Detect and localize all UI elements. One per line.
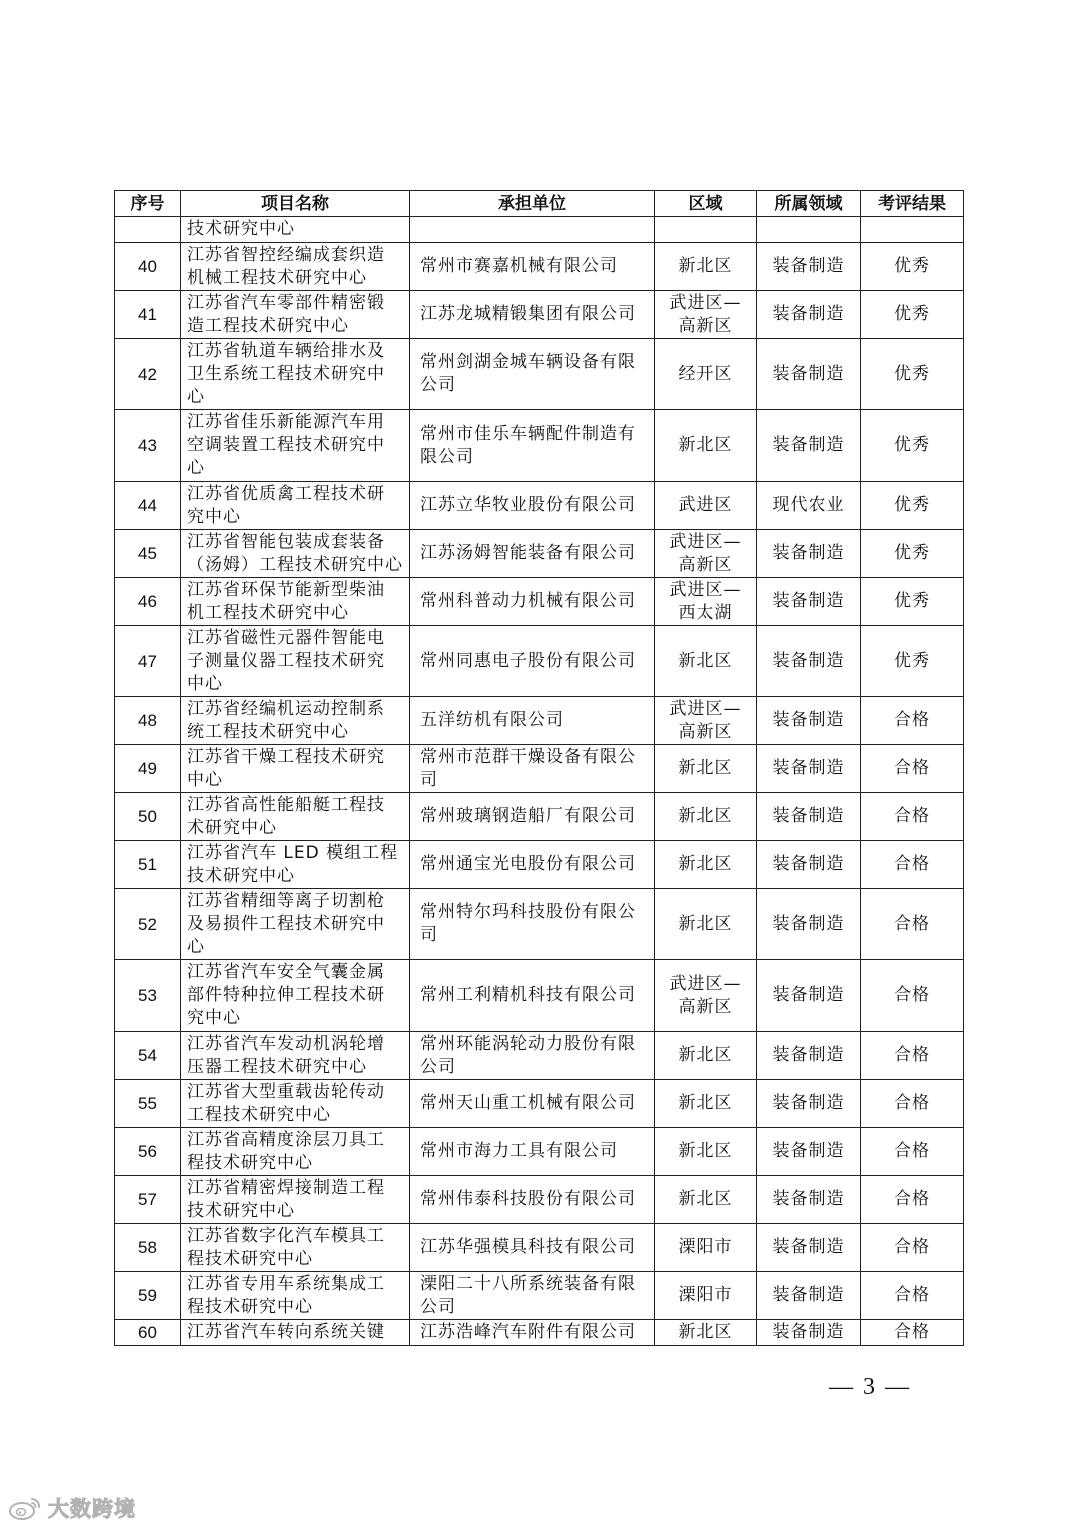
region-cell <box>655 626 757 697</box>
evaluation-result-cell: 优秀 <box>861 530 964 578</box>
undertaking-unit-line: 常州剑湖金城车辆设备有限 <box>420 352 636 372</box>
field-cell: 现代农业 <box>757 482 861 530</box>
region-line: 武进区— <box>669 973 742 994</box>
project-name-line: 江苏省干燥工程技术研究 <box>187 746 385 767</box>
undertaking-unit-line: 限公司 <box>420 446 474 467</box>
undertaking-unit-cell <box>410 530 655 578</box>
region-cell <box>655 578 757 626</box>
region-cell <box>655 410 757 482</box>
project-name-line: 究中心 <box>187 1008 241 1028</box>
region-cell <box>655 960 757 1032</box>
undertaking-unit-cell <box>410 1320 655 1346</box>
table-row <box>115 243 964 291</box>
project-name-line: 程技术研究中心 <box>187 1296 313 1317</box>
undertaking-unit-line: 江苏浩峰汽车附件有限公司 <box>420 1322 636 1342</box>
undertaking-unit-line: 江苏龙城精锻集团有限公司 <box>420 304 636 324</box>
table-row <box>115 626 964 697</box>
serial-number-cell: 43 <box>115 410 181 482</box>
project-name-line: 江苏省汽车发动机涡轮增 <box>187 1033 385 1054</box>
evaluation-result-cell: 合格 <box>861 960 964 1032</box>
project-name-cell <box>181 243 410 291</box>
project-name-cell <box>181 410 410 482</box>
region-line: 新北区 <box>678 435 733 455</box>
table-row <box>115 889 964 960</box>
region-cell <box>655 1080 757 1128</box>
serial-number-cell: 52 <box>115 889 181 960</box>
project-name-line: 江苏省精细等离子切割枪 <box>187 890 385 911</box>
field-cell: 装备制造 <box>757 530 861 578</box>
region-line: 溧阳市 <box>678 1285 733 1305</box>
region-line: 高新区 <box>678 315 733 336</box>
region-cell <box>655 243 757 291</box>
evaluation-result-cell: 优秀 <box>861 578 964 626</box>
evaluation-result-cell: 合格 <box>861 1176 964 1224</box>
undertaking-unit-cell <box>410 410 655 482</box>
undertaking-unit-line: 五洋纺机有限公司 <box>420 710 564 730</box>
evaluation-result-cell: 合格 <box>861 1272 964 1320</box>
project-name-line: （汤姆）工程技术研究中心 <box>187 554 403 575</box>
undertaking-unit-line: 常州市赛嘉机械有限公司 <box>420 256 618 276</box>
undertaking-unit-cell <box>410 841 655 889</box>
region-line: 新北区 <box>678 806 733 826</box>
region-line: 新北区 <box>678 256 733 276</box>
field-cell: 装备制造 <box>757 793 861 841</box>
undertaking-unit-line: 公司 <box>420 375 456 395</box>
field-cell: 装备制造 <box>757 745 861 793</box>
project-name-cell <box>181 291 410 339</box>
undertaking-unit-line: 常州伟泰科技股份有限公司 <box>420 1189 636 1209</box>
field-cell: 装备制造 <box>757 1128 861 1176</box>
undertaking-unit-line: 常州市范群干燥设备有限公 <box>420 746 636 767</box>
region-line: 高新区 <box>678 721 733 742</box>
evaluation-result-cell: 合格 <box>861 889 964 960</box>
undertaking-unit-cell <box>410 960 655 1032</box>
project-name-cell <box>181 1320 410 1346</box>
project-name-cell <box>181 960 410 1032</box>
project-name-line: 中心 <box>187 769 223 790</box>
project-name-line: 江苏省智能包装成套装备 <box>187 531 385 552</box>
region-cell <box>655 339 757 410</box>
project-name-line: 空调装置工程技术研究中 <box>187 435 385 455</box>
table-row <box>115 410 964 482</box>
project-name-cell <box>181 1176 410 1224</box>
region-line: 新北区 <box>678 913 733 934</box>
project-name-line: 江苏省高性能船艇工程技 <box>187 794 385 815</box>
undertaking-unit-line: 司 <box>420 769 438 790</box>
table-row <box>115 960 964 1032</box>
project-name-line: 江苏省佳乐新能源汽车用 <box>187 412 385 432</box>
serial-number-cell <box>115 217 181 243</box>
evaluation-result-cell: 优秀 <box>861 482 964 530</box>
undertaking-unit-cell <box>410 1128 655 1176</box>
table-header-row <box>115 191 964 217</box>
project-name-line: 究中心 <box>187 506 241 527</box>
header-region: 区域 <box>655 191 757 217</box>
region-line: 新北区 <box>678 1093 733 1113</box>
field-cell: 装备制造 <box>757 1032 861 1080</box>
project-name-line: 江苏省精密焊接制造工程 <box>187 1177 385 1198</box>
table-row <box>115 1128 964 1176</box>
undertaking-unit-cell <box>410 1176 655 1224</box>
table-row <box>115 1320 964 1346</box>
undertaking-unit-line: 公司 <box>420 1056 456 1077</box>
header-serial-number: 序号 <box>115 191 181 217</box>
header-undertaking-unit: 承担单位 <box>410 191 655 217</box>
project-name-line: 江苏省汽车转向系统关键 <box>187 1322 385 1342</box>
project-name-cell <box>181 841 410 889</box>
undertaking-unit-line: 江苏汤姆智能装备有限公司 <box>420 543 636 563</box>
table-row <box>115 697 964 745</box>
field-cell: 装备制造 <box>757 626 861 697</box>
project-name-line: 卫生系统工程技术研究中 <box>187 363 385 384</box>
undertaking-unit-cell <box>410 1224 655 1272</box>
undertaking-unit-cell <box>410 243 655 291</box>
undertaking-unit-cell <box>410 1080 655 1128</box>
field-cell: 装备制造 <box>757 1224 861 1272</box>
table-row <box>115 841 964 889</box>
region-cell <box>655 1272 757 1320</box>
project-name-line: 及易损件工程技术研究中 <box>187 913 385 934</box>
region-line: 武进区— <box>669 698 742 719</box>
project-name-cell <box>181 1128 410 1176</box>
evaluation-result-cell: 合格 <box>861 1320 964 1346</box>
field-cell: 装备制造 <box>757 1080 861 1128</box>
project-name-line: 江苏省轨道车辆给排水及 <box>187 340 385 361</box>
region-cell <box>655 841 757 889</box>
project-name-line: 心 <box>187 386 205 407</box>
undertaking-unit-line: 常州市佳乐车辆配件制造有 <box>420 423 636 444</box>
evaluation-result-cell: 合格 <box>861 1128 964 1176</box>
project-name-line: 部件特种拉伸工程技术研 <box>187 985 385 1005</box>
project-name-line: 江苏省环保节能新型柴油 <box>187 579 385 600</box>
region-cell <box>655 217 757 243</box>
undertaking-unit-cell <box>410 1032 655 1080</box>
project-name-cell <box>181 1224 410 1272</box>
project-name-cell <box>181 626 410 697</box>
project-name-line: 技术研究中心 <box>187 865 295 886</box>
project-name-cell <box>181 482 410 530</box>
serial-number-cell: 50 <box>115 793 181 841</box>
serial-number-cell: 48 <box>115 697 181 745</box>
project-name-cell <box>181 1272 410 1320</box>
field-cell: 装备制造 <box>757 1176 861 1224</box>
evaluation-result-cell: 合格 <box>861 1224 964 1272</box>
field-cell: 装备制造 <box>757 841 861 889</box>
evaluation-result-cell: 优秀 <box>861 410 964 482</box>
header-field: 所属领域 <box>757 191 861 217</box>
table-row <box>115 1032 964 1080</box>
region-line: 溧阳市 <box>678 1237 733 1257</box>
project-name-line: 江苏省数字化汽车模具工 <box>187 1225 385 1246</box>
region-cell <box>655 1032 757 1080</box>
table-row <box>115 482 964 530</box>
project-name-cell <box>181 889 410 960</box>
project-name-line: 江苏省高精度涂层刀具工 <box>187 1129 385 1150</box>
project-name-line: 机械工程技术研究中心 <box>187 267 367 288</box>
undertaking-unit-line: 常州天山重工机械有限公司 <box>420 1093 636 1113</box>
serial-number-cell: 57 <box>115 1176 181 1224</box>
table-row <box>115 578 964 626</box>
project-name-line: 心 <box>187 458 205 478</box>
evaluation-result-cell: 合格 <box>861 745 964 793</box>
region-cell <box>655 1224 757 1272</box>
serial-number-cell: 53 <box>115 960 181 1032</box>
project-name-line: 江苏省优质禽工程技术研 <box>187 483 385 504</box>
region-cell <box>655 889 757 960</box>
weibo-logo-icon <box>8 1495 42 1521</box>
undertaking-unit-cell <box>410 291 655 339</box>
region-cell <box>655 530 757 578</box>
serial-number-cell: 60 <box>115 1320 181 1346</box>
serial-number-cell: 49 <box>115 745 181 793</box>
region-line: 新北区 <box>678 1322 733 1342</box>
table-row <box>115 217 964 243</box>
project-name-cell <box>181 1032 410 1080</box>
project-name-cell <box>181 793 410 841</box>
region-line: 武进区— <box>669 531 742 552</box>
project-name-cell <box>181 697 410 745</box>
undertaking-unit-line: 江苏华强模具科技有限公司 <box>420 1237 636 1257</box>
undertaking-unit-line: 常州通宝光电股份有限公司 <box>420 854 636 874</box>
project-name-line: 压器工程技术研究中心 <box>187 1056 367 1077</box>
region-cell <box>655 1128 757 1176</box>
evaluation-result-cell: 合格 <box>861 1080 964 1128</box>
region-cell <box>655 1176 757 1224</box>
project-name-cell <box>181 578 410 626</box>
field-cell: 装备制造 <box>757 291 861 339</box>
region-line: 高新区 <box>678 554 733 575</box>
project-name-line: 机工程技术研究中心 <box>187 602 349 623</box>
field-cell: 装备制造 <box>757 889 861 960</box>
undertaking-unit-line: 常州同惠电子股份有限公司 <box>420 650 636 671</box>
undertaking-unit-cell <box>410 1272 655 1320</box>
evaluation-result-cell: 合格 <box>861 841 964 889</box>
region-line: 武进区— <box>669 292 742 313</box>
region-line: 新北区 <box>678 1045 733 1065</box>
table-row <box>115 1272 964 1320</box>
evaluation-result-cell: 合格 <box>861 793 964 841</box>
serial-number-cell: 58 <box>115 1224 181 1272</box>
table-row <box>115 793 964 841</box>
project-name-line: 中心 <box>187 673 223 694</box>
evaluation-result-cell: 优秀 <box>861 339 964 410</box>
undertaking-unit-line: 江苏立华牧业股份有限公司 <box>420 495 636 515</box>
serial-number-cell: 42 <box>115 339 181 410</box>
project-name-line: 江苏省经编机运动控制系 <box>187 698 385 719</box>
serial-number-cell: 51 <box>115 841 181 889</box>
undertaking-unit-cell <box>410 697 655 745</box>
undertaking-unit-line: 常州环能涡轮动力股份有限 <box>420 1033 636 1054</box>
table-body <box>115 217 964 1346</box>
table-row <box>115 530 964 578</box>
table-row <box>115 291 964 339</box>
project-name-cell <box>181 339 410 410</box>
undertaking-unit-line: 公司 <box>420 1296 456 1317</box>
undertaking-unit-cell <box>410 339 655 410</box>
serial-number-cell: 54 <box>115 1032 181 1080</box>
evaluation-result-cell <box>861 217 964 243</box>
serial-number-cell: 41 <box>115 291 181 339</box>
evaluation-result-cell: 优秀 <box>861 243 964 291</box>
region-line: 新北区 <box>678 650 733 671</box>
region-line: 武进区— <box>669 579 742 600</box>
project-name-cell <box>181 745 410 793</box>
undertaking-unit-cell <box>410 889 655 960</box>
table-row <box>115 1176 964 1224</box>
project-name-line: 技术研究中心 <box>187 1200 295 1221</box>
undertaking-unit-cell <box>410 745 655 793</box>
evaluation-result-cell: 合格 <box>861 697 964 745</box>
region-line: 高新区 <box>678 996 733 1017</box>
region-cell <box>655 697 757 745</box>
watermark-text: 大数跨境 <box>48 1497 136 1521</box>
page-number: — 3 — <box>829 1374 911 1400</box>
serial-number-cell: 56 <box>115 1128 181 1176</box>
project-name-line: 江苏省汽车安全气囊金属 <box>187 962 385 982</box>
undertaking-unit-line: 常州工利精机科技有限公司 <box>420 985 636 1005</box>
header-evaluation-result: 考评结果 <box>861 191 964 217</box>
undertaking-unit-cell <box>410 578 655 626</box>
project-name-line: 江苏省汽车零部件精密锻 <box>187 292 385 313</box>
serial-number-cell: 40 <box>115 243 181 291</box>
evaluation-result-cell: 优秀 <box>861 291 964 339</box>
region-line: 经开区 <box>678 363 733 384</box>
region-line: 新北区 <box>678 758 733 778</box>
table-row <box>115 1224 964 1272</box>
project-name-cell <box>181 1080 410 1128</box>
field-cell: 装备制造 <box>757 697 861 745</box>
region-line: 新北区 <box>678 1189 733 1209</box>
serial-number-cell: 55 <box>115 1080 181 1128</box>
project-name-cell <box>181 217 410 243</box>
field-cell: 装备制造 <box>757 243 861 291</box>
field-cell: 装备制造 <box>757 1320 861 1346</box>
project-name-line: 工程技术研究中心 <box>187 1104 331 1125</box>
table-row <box>115 339 964 410</box>
undertaking-unit-line: 常州科普动力机械有限公司 <box>420 591 636 611</box>
evaluation-results-table <box>114 190 964 1346</box>
project-name-line: 心 <box>187 936 205 957</box>
field-cell: 装备制造 <box>757 410 861 482</box>
undertaking-unit-cell <box>410 793 655 841</box>
undertaking-unit-line: 常州特尔玛科技股份有限公 <box>420 902 636 922</box>
serial-number-cell: 47 <box>115 626 181 697</box>
evaluation-result-cell: 合格 <box>861 1032 964 1080</box>
field-cell: 装备制造 <box>757 339 861 410</box>
project-name-line: 程技术研究中心 <box>187 1152 313 1173</box>
region-cell <box>655 793 757 841</box>
table-row <box>115 745 964 793</box>
project-name-line: 子测量仪器工程技术研究 <box>187 650 385 671</box>
project-name-line: 江苏省汽车 LED 模组工程 <box>187 842 399 863</box>
project-name-line: 技术研究中心 <box>187 219 295 239</box>
watermark <box>8 1494 136 1522</box>
field-cell <box>757 217 861 243</box>
project-name-line: 江苏省磁性元器件智能电 <box>187 627 385 648</box>
region-line: 新北区 <box>678 1141 733 1161</box>
undertaking-unit-cell <box>410 217 655 243</box>
evaluation-result-cell: 优秀 <box>861 626 964 697</box>
field-cell: 装备制造 <box>757 1272 861 1320</box>
project-name-line: 术研究中心 <box>187 817 277 838</box>
region-line: 武进区 <box>678 495 733 515</box>
project-name-line: 江苏省专用车系统集成工 <box>187 1273 385 1294</box>
region-line: 新北区 <box>678 854 733 874</box>
undertaking-unit-cell <box>410 626 655 697</box>
region-cell <box>655 482 757 530</box>
field-cell: 装备制造 <box>757 960 861 1032</box>
project-name-line: 江苏省智控经编成套织造 <box>187 244 385 265</box>
undertaking-unit-line: 常州玻璃钢造船厂有限公司 <box>420 806 636 826</box>
header-project-name: 项目名称 <box>181 191 410 217</box>
region-cell <box>655 1320 757 1346</box>
region-cell <box>655 291 757 339</box>
project-name-cell <box>181 530 410 578</box>
project-name-line: 统工程技术研究中心 <box>187 721 349 742</box>
project-name-line: 程技术研究中心 <box>187 1248 313 1269</box>
undertaking-unit-cell <box>410 482 655 530</box>
serial-number-cell: 44 <box>115 482 181 530</box>
project-name-line: 造工程技术研究中心 <box>187 315 349 336</box>
field-cell: 装备制造 <box>757 578 861 626</box>
table-row <box>115 1080 964 1128</box>
region-cell <box>655 745 757 793</box>
undertaking-unit-line: 司 <box>420 925 438 945</box>
undertaking-unit-line: 常州市海力工具有限公司 <box>420 1141 618 1161</box>
serial-number-cell: 46 <box>115 578 181 626</box>
undertaking-unit-line: 溧阳二十八所系统装备有限 <box>420 1273 636 1294</box>
project-name-line: 江苏省大型重载齿轮传动 <box>187 1081 385 1102</box>
serial-number-cell: 59 <box>115 1272 181 1320</box>
region-line: 西太湖 <box>678 602 733 623</box>
serial-number-cell: 45 <box>115 530 181 578</box>
